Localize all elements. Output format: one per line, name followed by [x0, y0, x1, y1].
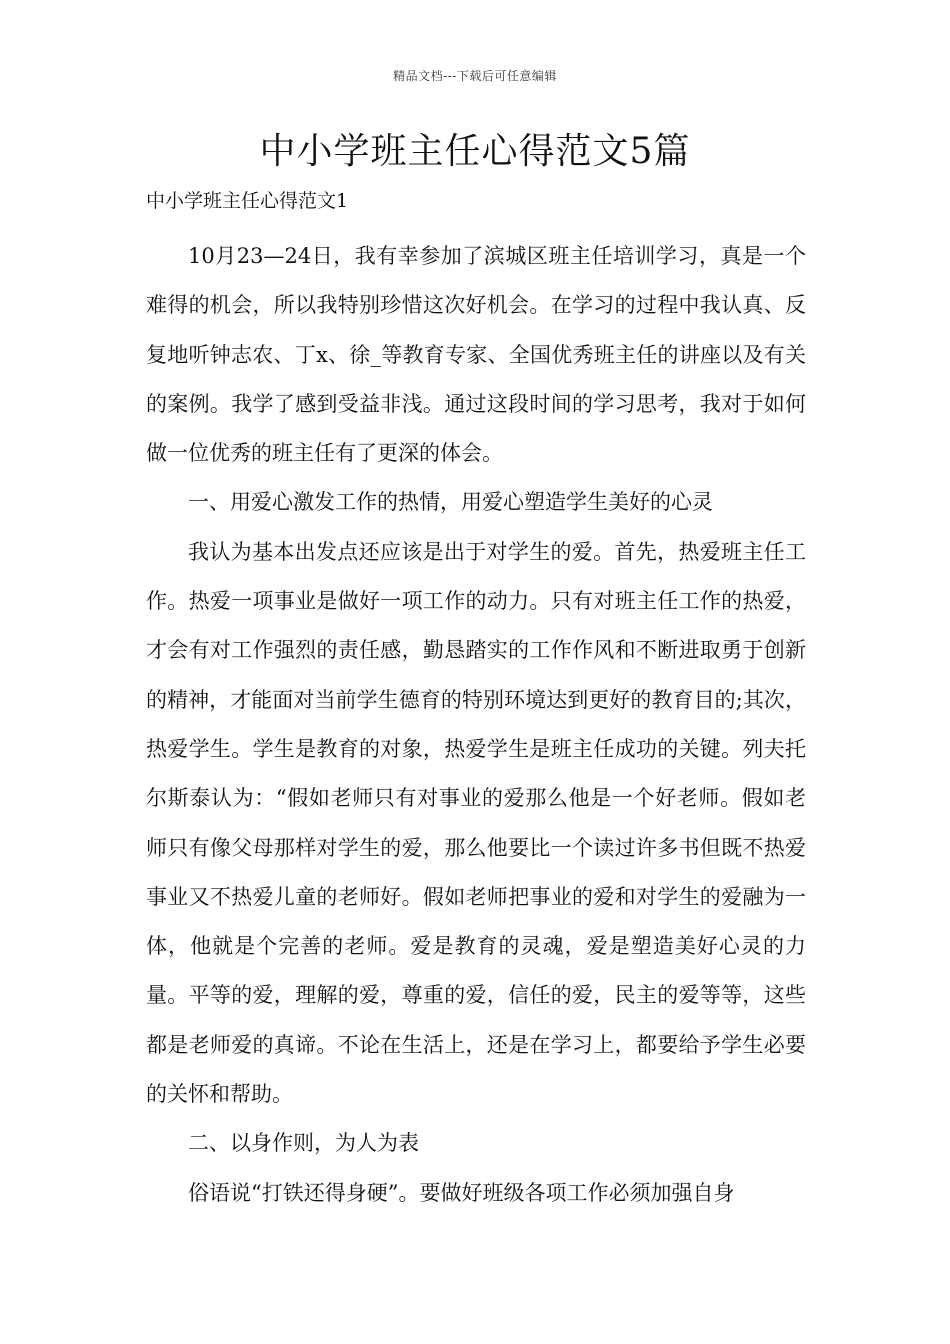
section-heading-2: 二、以身作则，为人为表 — [188, 1131, 419, 1156]
document-subtitle: 中小学班主任心得范文1 — [146, 190, 349, 212]
section-heading-1: 一、用爱心激发工作的热情，用爱心塑造学生美好的心灵 — [188, 490, 713, 515]
paragraph-example: 俗语说“打铁还得身硬”。要做好班级各项工作必须加强自身 — [188, 1180, 735, 1205]
paragraph-intro: 10月23—24日，我有幸参加了滨城区班主任培训学习，真是一个难得的机会，所以我特别珍惜这次好机会。在学习的过程中我认真、反复地听钟志农、丁x、徐_等教育专家、全国优秀班主任的讲座以及有关的案例。我学了感到受益非浅。通过这段时间的学习思考，我对于如何做一位优秀的班主任有了更深的体会。 — [146, 244, 806, 466]
document-title: 中小学班主任心得范文5篇 — [259, 131, 691, 172]
header-note: 精品文档---下载后可任意编辑 — [393, 69, 557, 83]
document-body — [146, 232, 806, 1218]
paragraph-love: 我认为基本出发点还应该是出于对学生的爱。首先，热爱班主任工作。热爱一项事业是做好一项工作的动力。只有对班主任工作的热爱，才会有对工作强烈的责任感，勤恳踏实的工作作风和不断进取勇于创新的精神，才能面对当前学生德育的特别环境达到更好的教育目的;其次，热爱学生。学生是教育的对象，热爱学生是班主任成功的关键。列夫托尔斯泰认为：“假如老师只有对事业的爱那么他是一个好老师。假如老师只有像父母那样对学生的爱，那么他要比一个读过许多书但既不热爱事业又不热爱儿童的老师好。假如老师把事业的爱和对学生的爱融为一体，他就是个完善的老师。爱是教育的灵魂，爱是塑造美好心灵的力量。平等的爱，理解的爱，尊重的爱，信任的爱，民主的爱等等，这些都是老师爱的真谛。不论在生活上，还是在学习上，都要给予学生必要的关怀和帮助。 — [146, 539, 806, 1107]
